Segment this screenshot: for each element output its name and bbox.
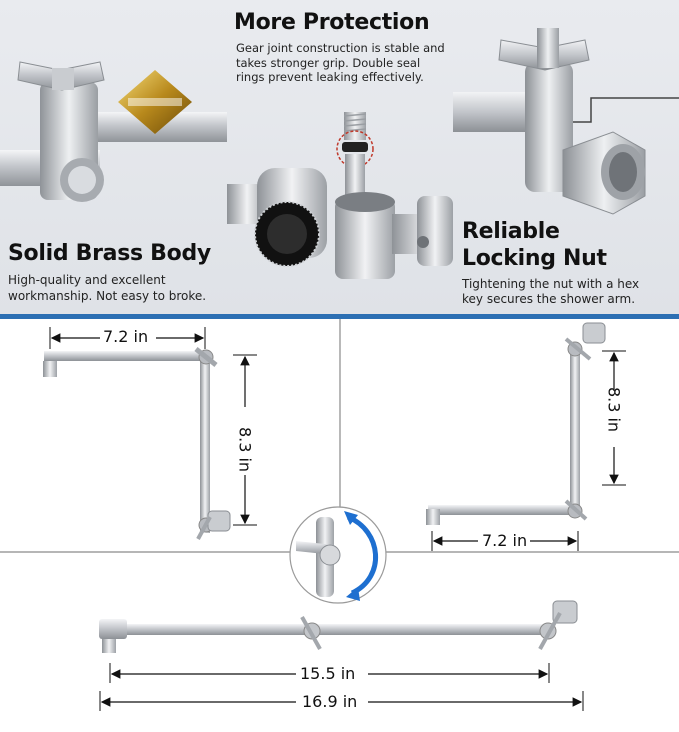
gear-joint-illustration: [227, 84, 453, 314]
feature-panel-protection: [227, 0, 453, 314]
right-width-label: 7.2 in: [482, 531, 528, 550]
right-height-label: 8.3 in: [604, 386, 624, 433]
inner-length-label: 15.5 in: [300, 664, 356, 683]
feature-title-protection: More Protection: [234, 10, 430, 35]
straight-arm-config: [99, 601, 577, 653]
total-length-label: 16.9 in: [302, 692, 358, 711]
brass-body-illustration: [0, 0, 227, 240]
feature-title-locking-nut: Reliable Locking Nut: [462, 219, 607, 271]
locking-nut-illustration: [453, 0, 679, 215]
feature-title-brass-body: Solid Brass Body: [8, 241, 211, 266]
feature-desc-locking-nut: Tightening the nut with a hex key secures the shower arm.: [462, 277, 640, 306]
feature-desc-protection: Gear joint construction is stable and takes stronger grip. Double seal rings prevent leaking effectively.: [236, 41, 445, 84]
feature-panel-brass-body: [0, 0, 227, 314]
left-width-label: 7.2 in: [103, 327, 149, 346]
feature-desc-brass-body: High-quality and excellent workmanship. Not easy to broke.: [8, 273, 207, 303]
rotation-joint-inset: [290, 507, 386, 603]
left-arm-config: [43, 349, 230, 539]
right-arm-config: [426, 323, 605, 525]
left-height-label: 8.3 in: [235, 426, 255, 473]
feature-panel-locking-nut: [453, 0, 679, 314]
